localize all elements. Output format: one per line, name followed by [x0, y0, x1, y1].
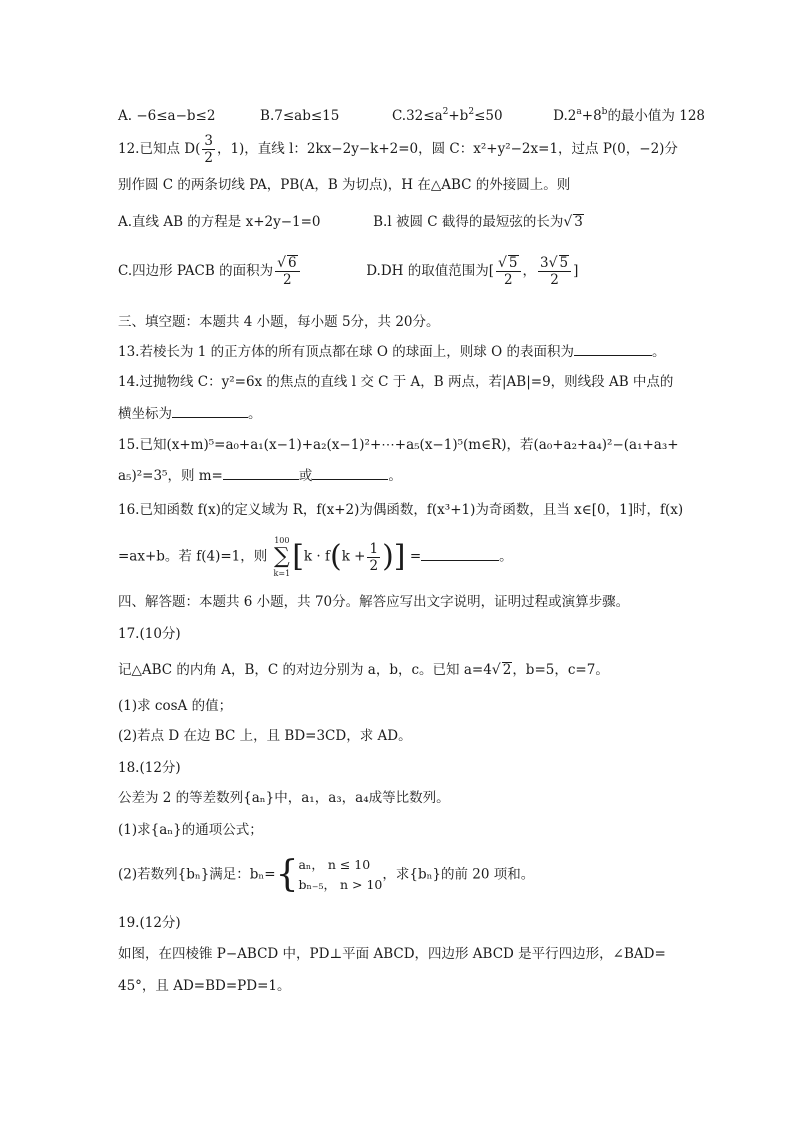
q12-option-a: A.直线 AB 的方程是 x+2y−1=0	[118, 214, 321, 230]
q15-line2: a₅)²=3⁵，则 m= 或 。	[118, 468, 402, 484]
q15-blank-1[interactable]	[223, 479, 299, 480]
q17-header: 17.(10分)	[118, 626, 181, 642]
q19-line2: 45°，且 AD=BD=PD=1。	[118, 978, 291, 994]
q12-option-c: C.四边形 PACB 的面积为 $\frac{√ 6}{2}$	[118, 263, 302, 279]
q18-stem: 公差为 2 的等差数列{aₙ}中，a₁，a₃，a₄成等比数列。	[118, 790, 450, 806]
q12-line2: 别作圆 C 的两条切线 PA，PB(A，B 为切点)，H 在△ABC 的外接圆上。则	[118, 177, 571, 193]
q11-option-d: $D.2^a+8^b$的最小值为 128	[553, 107, 705, 124]
q12-line1: 12.已知点 D( $\frac{3}{2}$ ，1)，直线 l：2kx−2y−k+2=0，圆 C：x²+y²−2x=1，过点 P(0，−2)分	[118, 133, 678, 166]
q11-option-a: A. −6≤a−b≤2	[118, 108, 216, 124]
q12-fraction: $\frac{3}{2}$	[204, 133, 213, 166]
q14-blank[interactable]	[172, 417, 248, 418]
q17-stem: 记△ABC 的内角 A，B，C 的对边分别为 a，b，c。已知 a=4√ 2，b=5，c=7。	[118, 662, 609, 678]
q17-part2: (2)若点 D 在边 BC 上，且 BD=3CD，求 AD。	[118, 728, 412, 744]
q12-options-cd	[118, 255, 578, 288]
section-3-heading: 三、填空题：本题共 4 小题，每小题 5分，共 20分。	[118, 314, 440, 330]
q15-blank-2[interactable]	[312, 479, 388, 480]
q19-header: 19.(12分)	[118, 915, 181, 931]
q18-part2: (2)若数列{bₙ}满足：bₙ={ aₙ， n ≤ 10 bₙ₋₅， n > 10 ，求{bₙ}的前 20 项和。	[118, 854, 535, 895]
q18-part1: (1)求{aₙ}的通项公式；	[118, 822, 263, 838]
q11-options	[118, 103, 705, 125]
q17-part1: (1)求 cosA 的值；	[118, 698, 233, 714]
q19-line1: 如图，在四棱锥 P−ABCD 中，PD⊥平面 ABCD，四边形 ABCD 是平行四边形，∠BAD=	[118, 946, 666, 962]
q15-line1: 15.已知(x+m)⁵=a₀+a₁(x−1)+a₂(x−1)²+⋯+a₅(x−1)⁵(m∈R)，若(a₀+a₂+a₄)²−(a₁+a₃+	[118, 437, 679, 453]
q12-options-ab	[118, 213, 584, 231]
q16-line1: 16.已知函数 f(x)的定义域为 R，f(x+2)为偶函数，f(x³+1)为奇函数，且当 x∈[0，1]时，f(x)	[118, 502, 684, 518]
q18-header: 18.(12分)	[118, 760, 181, 776]
q12-option-d: D.DH 的取值范围为[ $\frac{√ 5}{2}$ ， $\frac{3√ 5}{2}$ ]	[366, 255, 579, 288]
q11-option-c: $C.32\le a^2+b^2\le 50$	[391, 107, 503, 124]
q14-line2: 横坐标为 。	[118, 406, 262, 422]
q13: 13.若棱长为 1 的正方体的所有顶点都在球 O 的球面上，则球 O 的表面积为 。	[118, 344, 666, 360]
piecewise-cases: aₙ， n ≤ 10 bₙ₋₅， n > 10	[298, 857, 383, 892]
section-4-heading: 四、解答题：本题共 6 小题，共 70分。解答应写出文字说明，证明过程或演算步骤。	[118, 594, 630, 610]
q16-line2: =ax+b。若 f(4)=1，则 100 ∑ k=1 [k · f(k + $\frac{1}{2}$ )] = 。	[118, 536, 513, 578]
q13-blank[interactable]	[574, 355, 652, 356]
q16-blank[interactable]	[421, 560, 499, 561]
q14-line1: 14.过抛物线 C：y²=6x 的焦点的直线 l 交 C 于 A，B 两点，若|AB|=9，则线段 AB 中点的	[118, 374, 674, 390]
q11-option-b: B.7≤ab≤15	[260, 108, 340, 124]
summation-sign: 100 ∑ k=1	[273, 536, 291, 578]
q12-option-b: B.l 被圆 C 截得的最短弦的长为√ 3	[373, 214, 583, 230]
